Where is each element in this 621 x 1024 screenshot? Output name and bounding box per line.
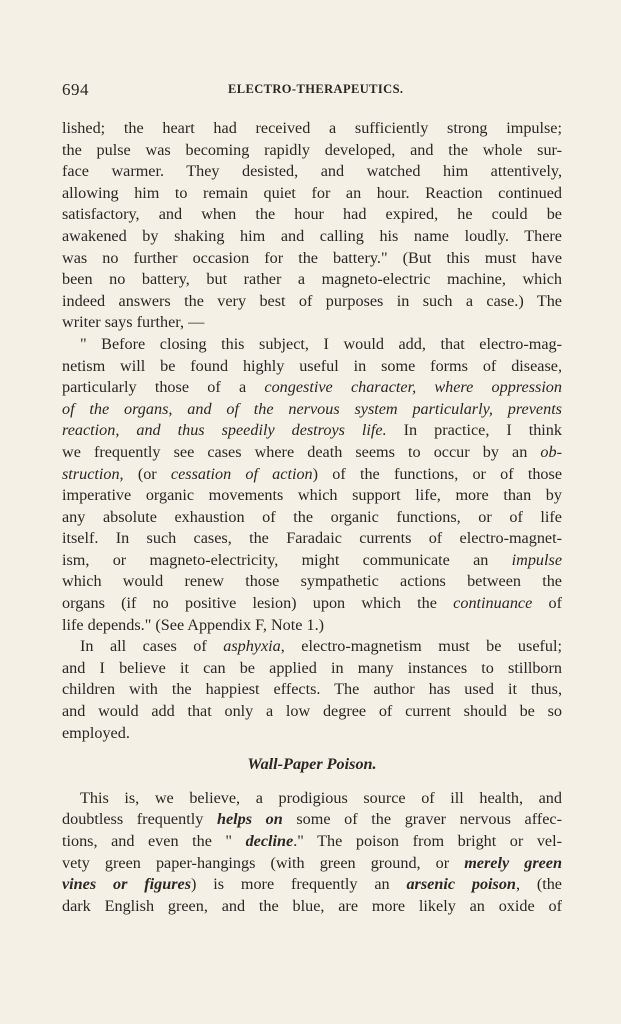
emphasis: impulse bbox=[511, 550, 562, 569]
text-line bbox=[62, 550, 562, 572]
text-run: tions, and even the " bbox=[62, 832, 246, 850]
emphasis: merely green bbox=[464, 853, 562, 872]
text-line bbox=[62, 464, 562, 486]
text-line bbox=[62, 399, 562, 421]
text-run: organs (if no positive lesion) upon which the bbox=[62, 594, 454, 613]
text-line bbox=[62, 853, 562, 875]
running-head: ELECTRO-THERAPEUTICS. bbox=[228, 82, 404, 96]
emphasis: arsenic poison bbox=[406, 875, 516, 894]
text-line: lished; the heart had received a sufficiently strong impulse; bbox=[62, 119, 562, 137]
text-line: face warmer. They desisted, and watched him attentively, bbox=[62, 162, 562, 181]
text-line: satisfactory, and when the hour had expired, he could be bbox=[62, 205, 562, 224]
text-line: was no further occasion for the battery." (But this must have bbox=[62, 248, 562, 267]
text-run: In all cases of bbox=[80, 637, 224, 656]
text-line: indeed answers the very best of purposes in such a case.) The bbox=[62, 291, 562, 310]
page-header bbox=[62, 80, 562, 100]
text-run: ." The poison from bright or vel- bbox=[293, 832, 562, 850]
page-number: 694 bbox=[62, 80, 89, 99]
text-line bbox=[62, 377, 562, 399]
text-run: In practice, I think bbox=[386, 421, 562, 440]
text-line: and I believe it can be applied in many instances to stillborn bbox=[62, 658, 562, 677]
emphasis: helps on bbox=[216, 810, 283, 829]
text-line: writer says further, — bbox=[62, 313, 205, 332]
text-line bbox=[62, 442, 562, 464]
text-run: ism, or magneto-electricity, might communicate an bbox=[62, 550, 512, 569]
text-line: children with the happiest effects. The author has used it thus, bbox=[62, 680, 562, 699]
text-run: ) of the functions, or of those bbox=[312, 464, 563, 483]
emphasis: cessation of action bbox=[170, 464, 313, 483]
text-line: been no battery, but rather a magneto-electric machine, which bbox=[62, 270, 562, 289]
text-run: (or bbox=[123, 464, 171, 483]
text-line: and would add that only a low degree of current should be so bbox=[62, 702, 562, 721]
section-heading: Wall-Paper Poison. bbox=[247, 755, 377, 774]
text-line: awakened by shaking him and calling his name loudly. There bbox=[62, 226, 562, 245]
text-line: imperative organic movements which support life, more than by bbox=[62, 486, 562, 505]
text-line: netism will be found highly useful in some forms of disease, bbox=[62, 356, 562, 375]
text-run: particularly those of a bbox=[62, 378, 265, 397]
emphasis: ob- bbox=[540, 442, 562, 461]
text-line: life depends." (See Appendix F, Note 1.) bbox=[62, 615, 325, 634]
text-line bbox=[62, 593, 562, 615]
emphasis: congestive character, where oppression bbox=[264, 378, 562, 397]
emphasis: continuance bbox=[453, 594, 533, 613]
text-line: " Before closing this subject, I would add, that electro-mag- bbox=[80, 334, 562, 353]
text-line: itself. In such cases, the Faradaic currents of electro-magnet- bbox=[62, 529, 562, 548]
emphasis: decline bbox=[245, 832, 294, 850]
text-run: , electro-magnetism must be useful; bbox=[280, 637, 562, 656]
text-line bbox=[62, 874, 562, 896]
emphasis: asphyxia bbox=[223, 637, 281, 656]
text-run: ) is more frequently an bbox=[191, 875, 407, 894]
emphasis: of the organs, and of the nervous system particularly, prevents bbox=[62, 399, 562, 418]
text-line bbox=[62, 636, 562, 658]
text-line: any absolute exhaustion of the organic functions, or of life bbox=[62, 507, 562, 526]
text-run: , (the bbox=[515, 875, 562, 894]
text-line bbox=[62, 420, 562, 442]
text-line: which would renew those sympathetic actions between the bbox=[62, 572, 562, 591]
emphasis: vines or figures bbox=[62, 875, 192, 894]
text-line: This is, we believe, a prodigious source of ill health, and bbox=[80, 788, 562, 807]
text-run: vety green paper-hangings (with green ground, or bbox=[62, 853, 465, 872]
text-run: of bbox=[532, 594, 563, 613]
emphasis: reaction, and thus speedily destroys life. bbox=[62, 421, 387, 440]
text-line: employed. bbox=[62, 723, 130, 742]
text-line bbox=[62, 831, 562, 853]
text-line: allowing him to remain quiet for an hour. Reaction continued bbox=[62, 183, 562, 202]
text-run: some of the graver nervous affec- bbox=[282, 810, 562, 829]
text-line: dark English green, and the blue, are more likely an oxide of bbox=[62, 896, 562, 915]
body-text bbox=[62, 118, 562, 917]
text-run: doubtless frequently bbox=[62, 810, 217, 829]
emphasis: struction, bbox=[62, 464, 124, 483]
text-line: the pulse was becoming rapidly developed, and the whole sur- bbox=[62, 140, 562, 159]
text-line bbox=[62, 809, 562, 831]
text-run: we frequently see cases where death seems to occur by an bbox=[62, 442, 541, 461]
